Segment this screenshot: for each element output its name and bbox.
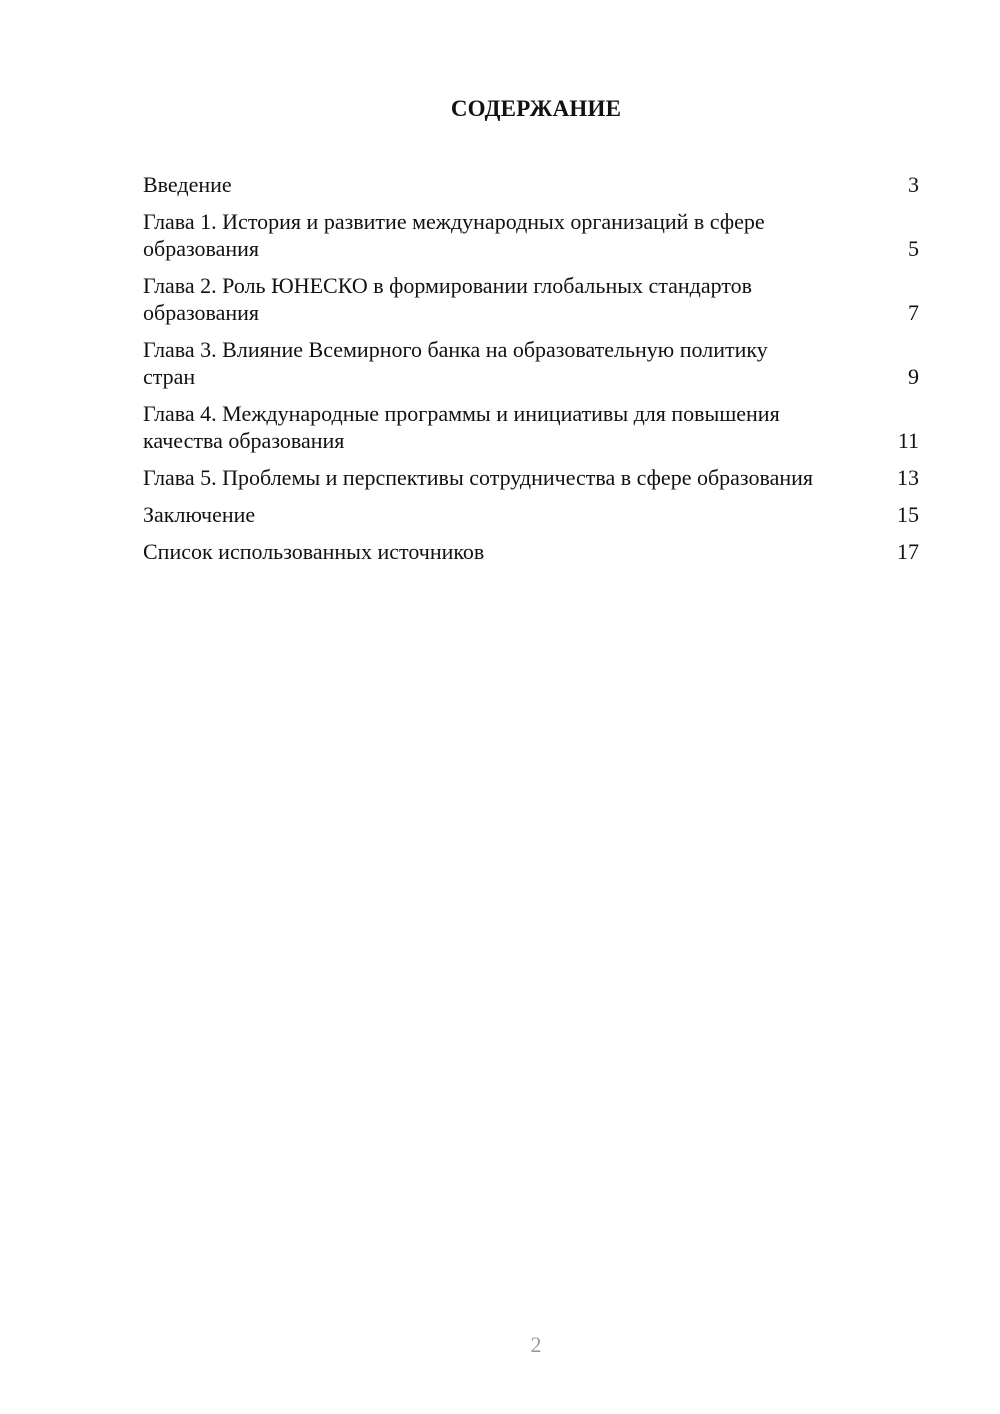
toc-entry-text: Глава 5. Проблемы и перспективы сотрудничества в сфере образования <box>143 465 814 490</box>
toc-entry-text: Список использованных источников <box>143 539 485 564</box>
toc-entry-text: Глава 2. Роль ЮНЕСКО в формировании глобальных стандартов образования <box>143 273 753 325</box>
table-of-contents <box>143 171 919 575</box>
toc-entry-conclusion <box>143 501 919 528</box>
toc-entry-text: Глава 3. Влияние Всемирного банка на образовательную политику стран <box>143 337 768 389</box>
toc-entry-text: Введение <box>143 172 232 197</box>
toc-entry-references <box>143 538 919 565</box>
toc-title: СОДЕРЖАНИЕ <box>450 96 622 121</box>
toc-entry-chapter-5 <box>143 464 919 491</box>
page-number: 2 <box>530 1332 542 1357</box>
toc-entry-page: 13 <box>897 465 919 490</box>
toc-entry-page: 3 <box>908 172 919 197</box>
toc-entry-text: Глава 4. Международные программы и инициативы для повышения качества образования <box>143 401 780 453</box>
toc-entry-text: Заключение <box>143 502 256 527</box>
toc-entry-chapter-1 <box>143 208 919 262</box>
toc-entry-chapter-2 <box>143 272 919 326</box>
toc-entry-page: 7 <box>908 300 919 325</box>
toc-entry-page: 17 <box>897 539 919 564</box>
toc-entry-page: 9 <box>908 364 919 389</box>
toc-entry-chapter-4 <box>143 400 919 454</box>
toc-entry-page: 5 <box>908 236 919 261</box>
toc-entry-page: 15 <box>897 502 919 527</box>
toc-entry-page: 11 <box>897 428 919 453</box>
toc-entry-introduction <box>143 171 919 198</box>
toc-entry-chapter-3 <box>143 336 919 390</box>
toc-entry-text: Глава 1. История и развитие международных организаций в сфере образования <box>143 209 765 261</box>
